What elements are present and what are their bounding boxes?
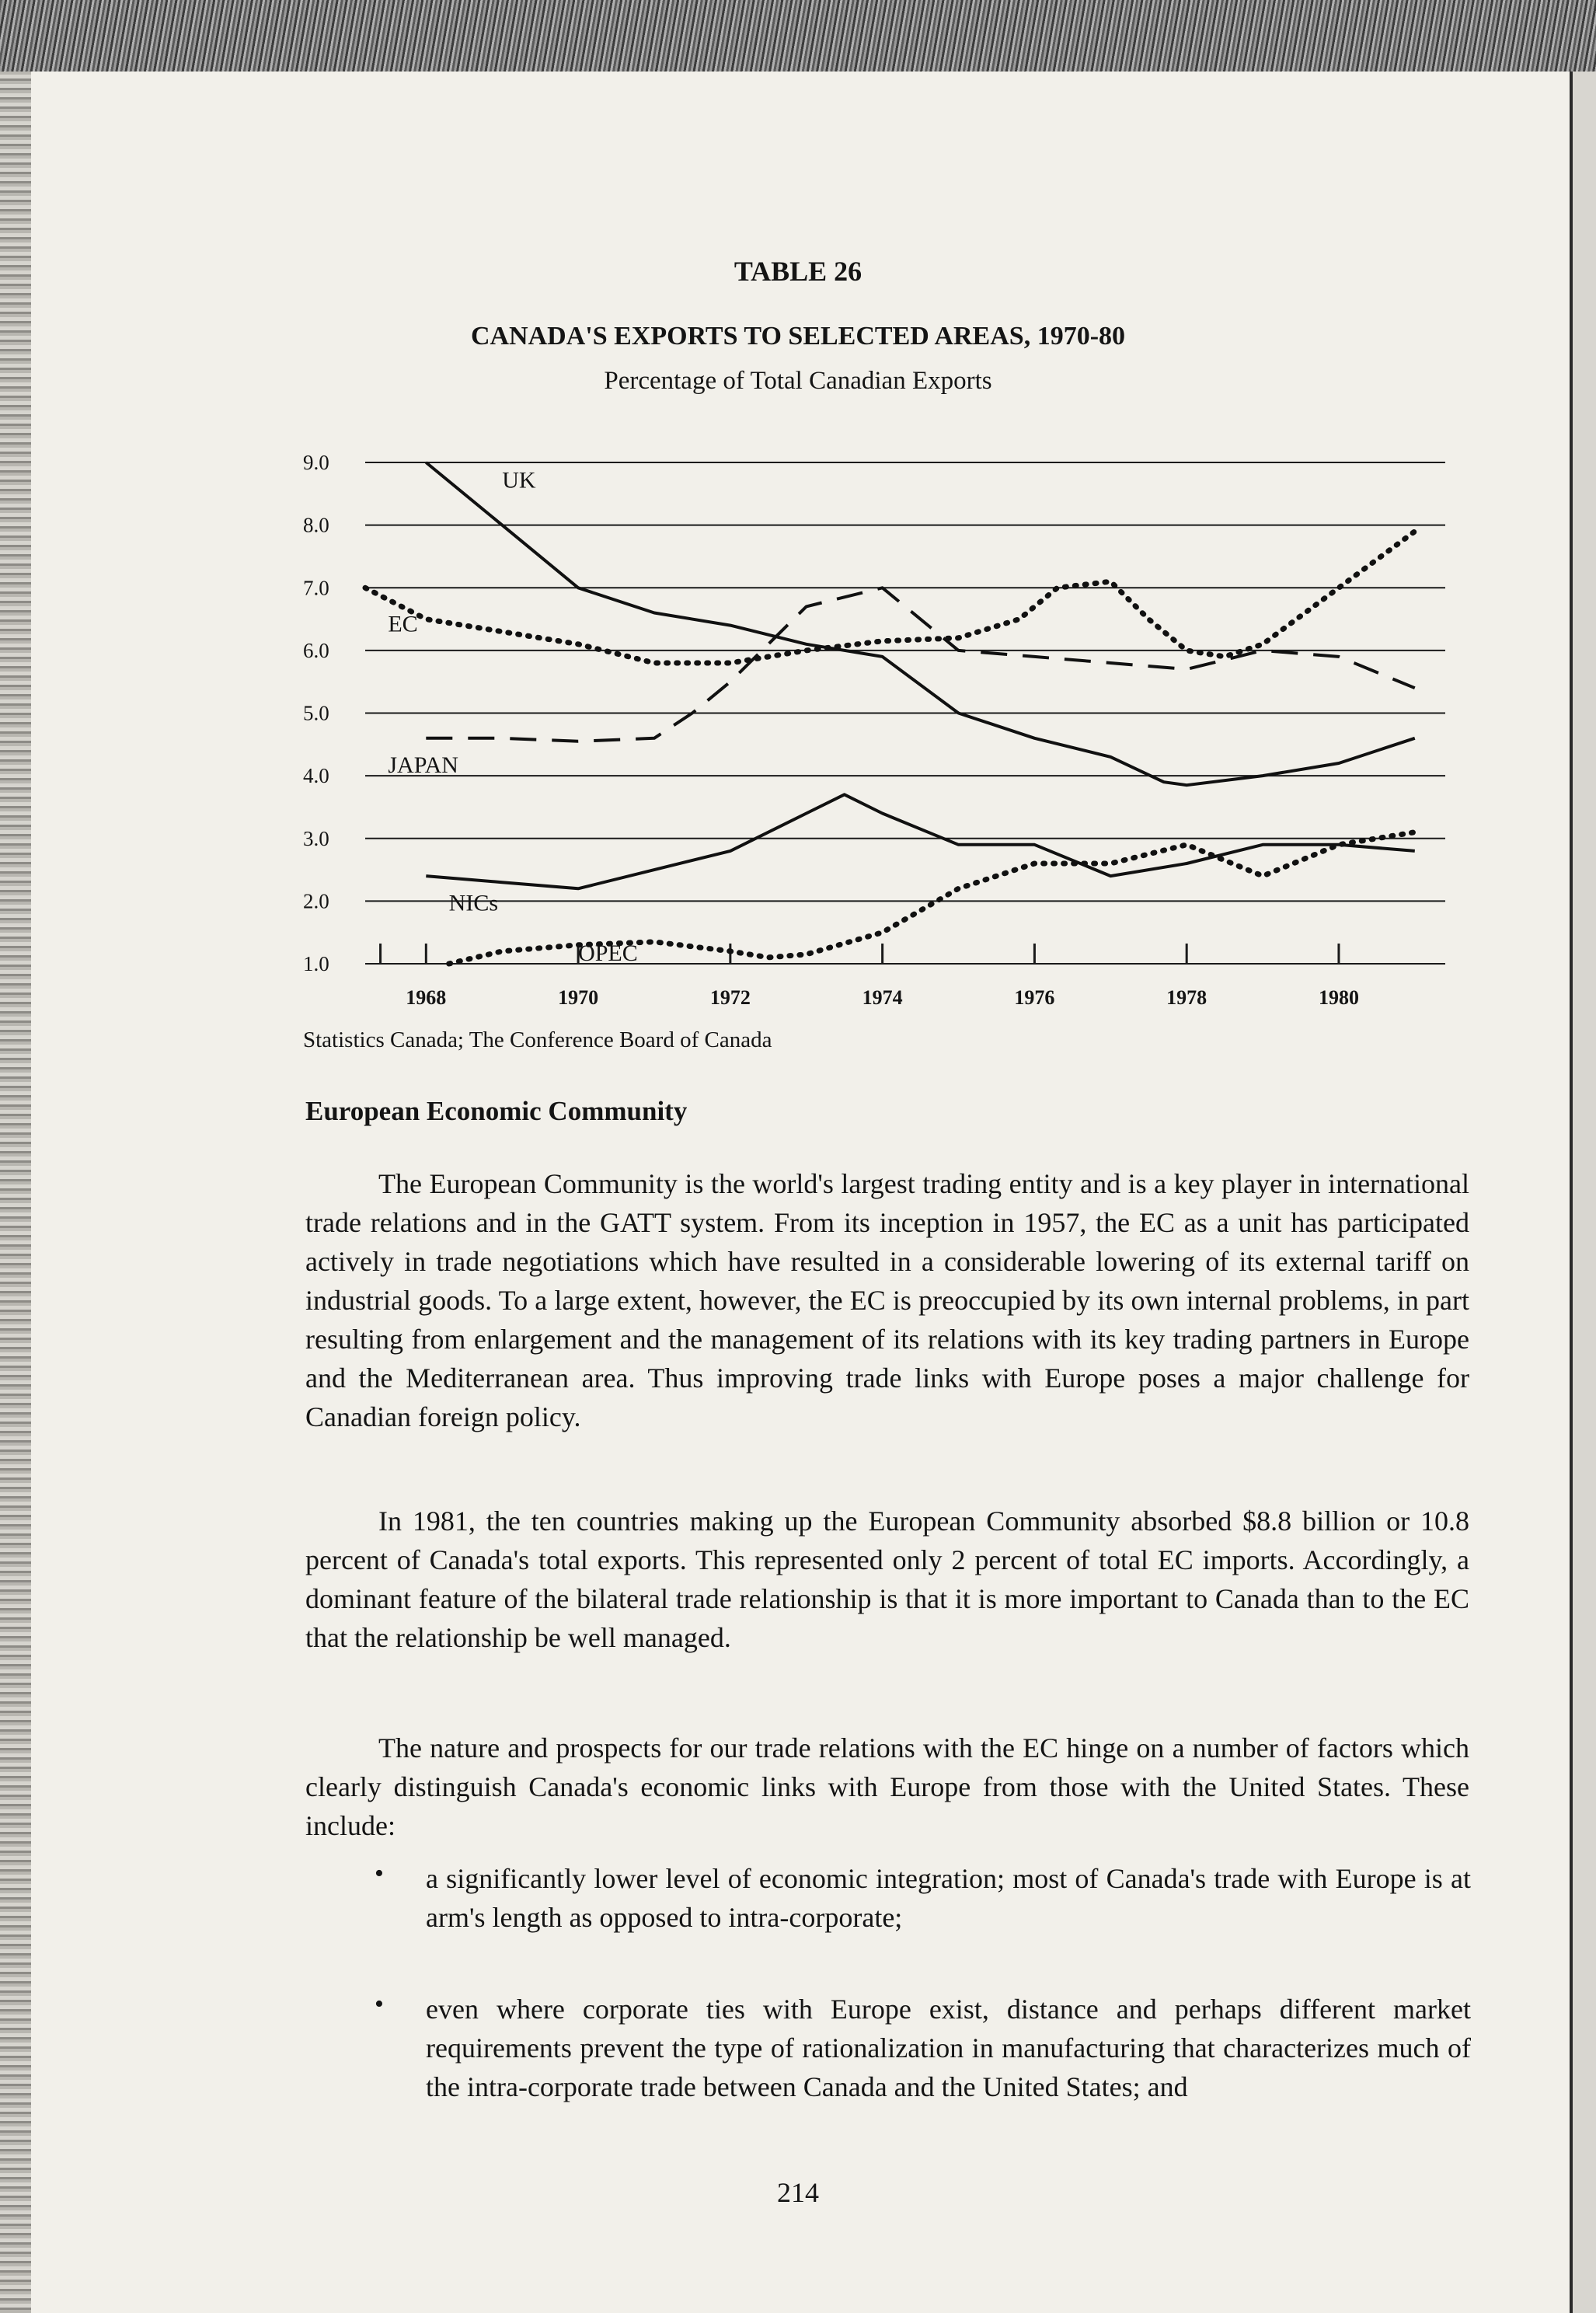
chart-source: Statistics Canada; The Conference Board of Canada (303, 1027, 772, 1052)
series-label-ec: EC (388, 611, 418, 637)
y-tick-label: 8.0 (303, 513, 329, 537)
chart-gridlines (365, 462, 1445, 964)
chart-title: CANADA'S EXPORTS TO SELECTED AREAS, 1970-80 (470, 322, 1126, 351)
x-tick-label: 1974 (862, 986, 903, 1009)
bullet-item: a significantly lower level of economic integration; most of Canada's trade with Europe is at arm's length as opposed to intra-corporate; (426, 1863, 1471, 1933)
y-tick-label: 6.0 (303, 638, 329, 662)
paragraph: In 1981, the ten countries making up the European Community absorbed $8.8 billion or 10.8 percent of Canada's total exports. This represented only 2 percent of total EC imports. Accordingly, a dominant feature of the bilateral trade relationship is that it is more important to Canada than to the EC that the relationship be well managed. (305, 1505, 1469, 1653)
series-label-opec: OPEC (578, 940, 638, 966)
page-number: 214 (777, 2177, 819, 2208)
y-tick-label: 9.0 (303, 451, 329, 474)
x-tick-label: 1980 (1318, 986, 1359, 1009)
x-tick-label: 1978 (1166, 986, 1207, 1009)
series-line-uk (426, 462, 1415, 785)
chart-subtitle: Percentage of Total Canadian Exports (604, 367, 992, 395)
series-line-ec (365, 532, 1415, 663)
x-tick-label: 1972 (709, 986, 751, 1009)
table-number: TABLE 26 (734, 256, 862, 287)
y-tick-label: 1.0 (303, 952, 329, 975)
y-tick-label: 7.0 (303, 576, 329, 600)
y-tick-label: 5.0 (303, 701, 329, 725)
series-label-uk: UK (502, 467, 536, 494)
series-line-japan (426, 588, 1415, 741)
x-tick-label: 1968 (406, 986, 447, 1009)
paragraph: The European Community is the world's largest trading entity and is a key player in international trade relations and in the GATT system. From its inception in 1957, the EC as a unit has participated actively in trade negotiations which have resulted in a considerable lowering of its external tariff on industrial goods. To a large extent, however, the EC is preoccupied by its own internal problems, in part resulting from enlargement and the management of its relations with its key trading partners in Europe and the Mediterranean area. Thus improving trade links with Europe poses a major challenge for Canadian foreign policy. (305, 1168, 1469, 1432)
bullet-item: even where corporate ties with Europe exist, distance and perhaps different market requirements prevent the type of rationalization in manufacturing that characterizes much of the intra-corporate trade between Canada and the United States; and (426, 1994, 1471, 2102)
x-tick-label: 1976 (1014, 986, 1055, 1009)
section-heading: European Economic Community (305, 1096, 688, 1126)
y-tick-label: 4.0 (303, 764, 329, 788)
series-label-japan: JAPAN (388, 752, 458, 779)
y-tick-label: 2.0 (303, 889, 329, 913)
scan-border-left (0, 72, 31, 2313)
y-tick-label: 3.0 (303, 826, 329, 850)
scan-border-top (0, 0, 1596, 72)
bullet-marker: • (375, 1990, 384, 2018)
chart-series-labels (388, 467, 637, 966)
bullet-marker: • (375, 1859, 384, 1888)
x-tick-label: 1970 (558, 986, 599, 1009)
chart-axes (303, 451, 1359, 1009)
line-chart (295, 435, 1461, 1018)
scan-border-right (1570, 72, 1596, 2313)
paragraph: The nature and prospects for our trade relations with the EC hinge on a number of factors which clearly distinguish Canada's economic links with Europe from those with the United States. These include: (305, 1732, 1469, 1841)
series-label-nics: NICs (448, 890, 499, 916)
